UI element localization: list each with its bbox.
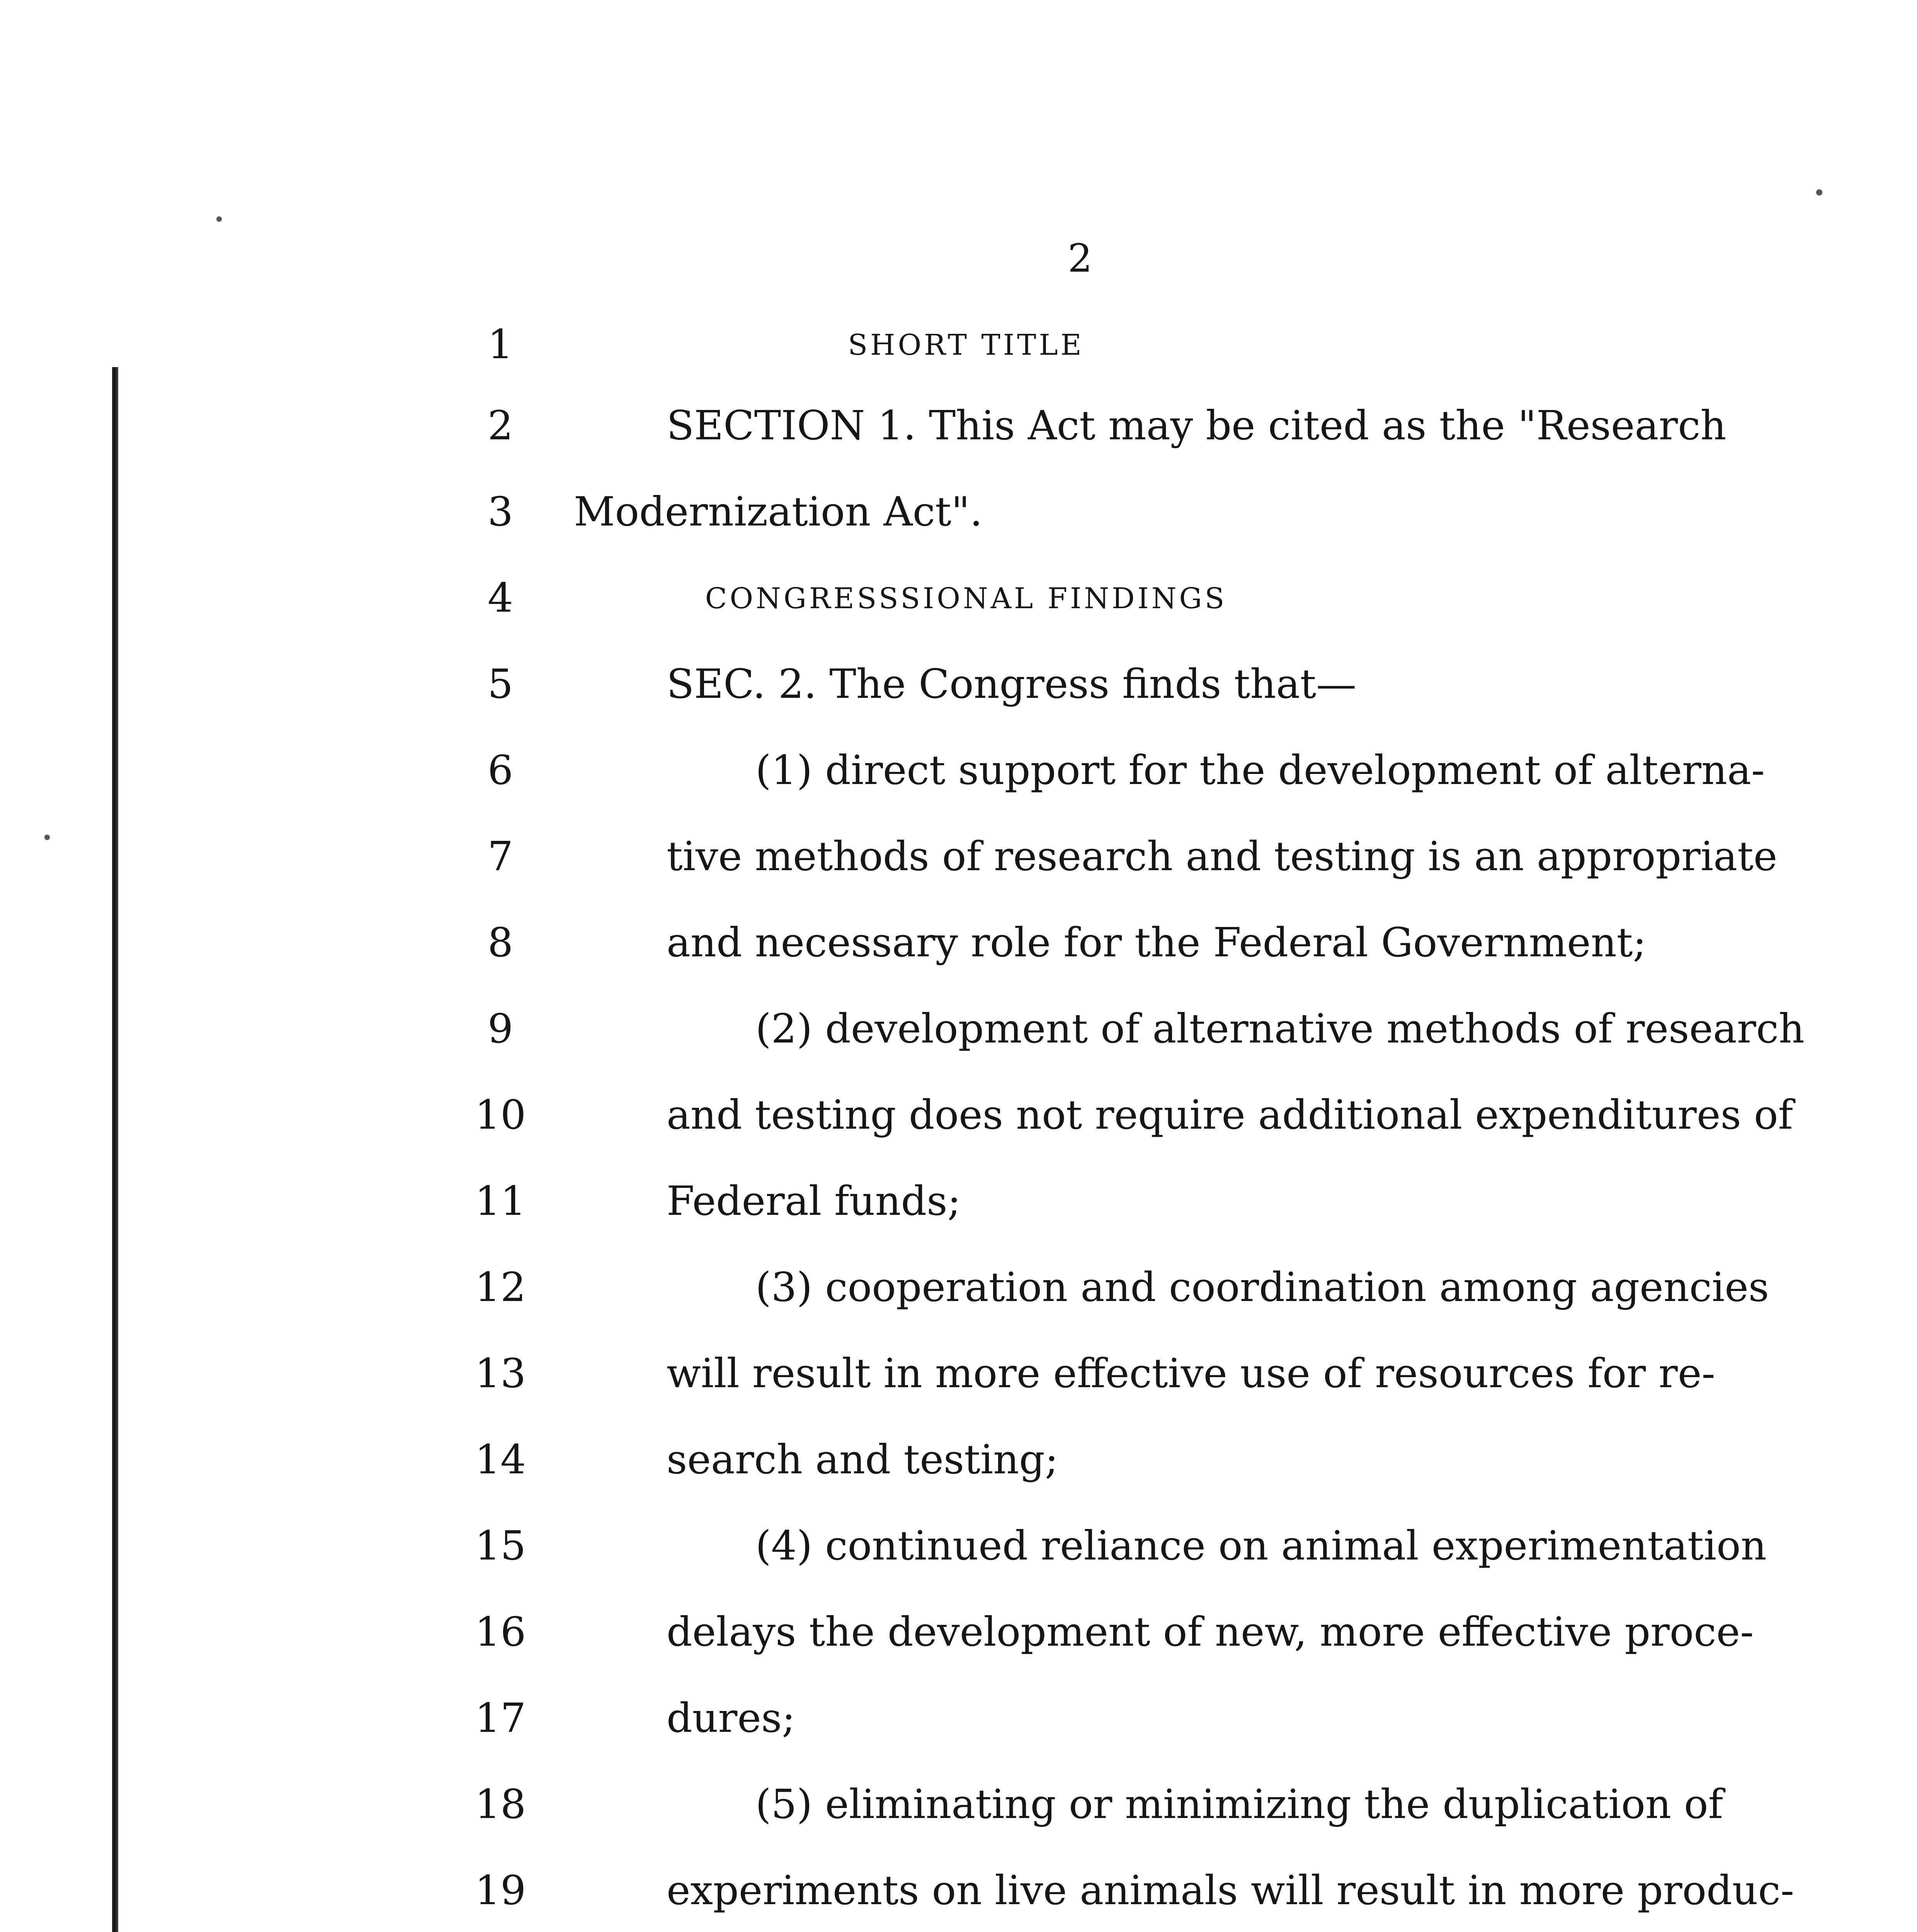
line-number: 9 — [487, 1005, 514, 1052]
line-text: (2) development of alternative methods of research — [755, 1005, 1805, 1052]
text-line — [0, 402, 1917, 464]
text-line — [0, 321, 1917, 383]
line-number: 15 — [475, 1522, 526, 1569]
scan-speck — [216, 216, 222, 222]
line-text: (1) direct support for the development of alterna- — [755, 747, 1765, 794]
section-heading: CONGRESSSIONAL FINDINGS — [705, 582, 1227, 615]
line-number: 7 — [487, 833, 514, 880]
text-line — [0, 1005, 1917, 1067]
text-line — [0, 1522, 1917, 1584]
scan-speck — [1816, 189, 1822, 196]
line-text: delays the development of new, more effective proce- — [667, 1608, 1754, 1655]
text-line — [0, 1694, 1917, 1756]
line-text: SECTION 1. This Act may be cited as the "Research — [667, 402, 1726, 449]
text-line — [0, 1436, 1917, 1498]
line-text: (4) continued reliance on animal experimentation — [755, 1522, 1767, 1569]
page-number: 2 — [1068, 236, 1092, 281]
line-number: 18 — [475, 1781, 526, 1828]
text-line — [0, 574, 1917, 636]
text-line — [0, 833, 1917, 895]
line-text: Modernization Act". — [574, 488, 983, 535]
line-text: dures; — [667, 1694, 796, 1742]
line-number: 3 — [487, 488, 514, 535]
line-text: and testing does not require additional expenditures of — [667, 1091, 1793, 1138]
line-text: SEC. 2. The Congress finds that— — [667, 660, 1357, 707]
line-number: 12 — [475, 1264, 526, 1311]
line-text: (5) eliminating or minimizing the duplication of — [755, 1781, 1723, 1828]
text-line — [0, 488, 1917, 550]
line-number: 1 — [487, 321, 514, 368]
line-text: search and testing; — [667, 1436, 1058, 1483]
line-number: 11 — [475, 1177, 526, 1225]
text-line — [0, 1867, 1917, 1929]
text-line — [0, 1608, 1917, 1670]
text-line — [0, 747, 1917, 808]
line-number: 17 — [475, 1694, 526, 1742]
text-line — [0, 1091, 1917, 1153]
line-number: 4 — [487, 574, 514, 621]
text-line — [0, 1350, 1917, 1412]
text-line — [0, 1781, 1917, 1842]
line-number: 19 — [475, 1867, 526, 1914]
text-line — [0, 660, 1917, 722]
line-number: 2 — [487, 402, 514, 449]
section-heading: SHORT TITLE — [848, 328, 1084, 362]
text-line — [0, 919, 1917, 981]
line-number: 8 — [487, 919, 514, 966]
line-number: 6 — [487, 747, 514, 794]
line-text: experiments on live animals will result in more produc- — [667, 1867, 1795, 1914]
line-text: (3) cooperation and coordination among agencies — [755, 1264, 1769, 1311]
line-number: 10 — [475, 1091, 526, 1138]
line-number: 14 — [475, 1436, 526, 1483]
line-number: 16 — [475, 1608, 526, 1655]
line-number: 5 — [487, 660, 514, 707]
line-text: Federal funds; — [667, 1177, 961, 1225]
line-text: tive methods of research and testing is an appropriate — [667, 833, 1778, 880]
line-number: 13 — [475, 1350, 526, 1397]
line-text: and necessary role for the Federal Government; — [667, 919, 1647, 966]
text-line — [0, 1177, 1917, 1239]
line-text: will result in more effective use of resources for re- — [667, 1350, 1715, 1397]
text-line — [0, 1264, 1917, 1325]
